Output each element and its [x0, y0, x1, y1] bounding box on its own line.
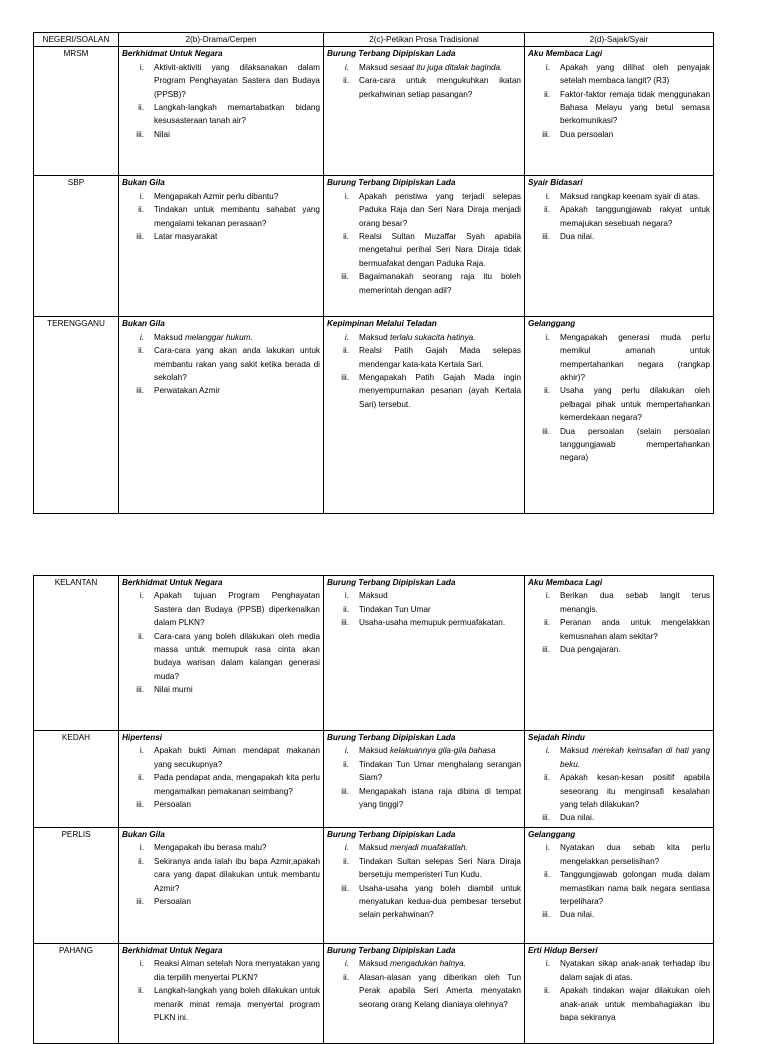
table-row	[34, 828, 714, 944]
question-number: ii.	[544, 870, 550, 880]
question-item	[327, 61, 521, 74]
question-text: Dua nilai.	[560, 232, 595, 242]
question-number: i.	[139, 191, 144, 201]
question-text	[359, 331, 521, 344]
question-item	[528, 425, 710, 465]
question-list	[528, 589, 710, 656]
question-item	[122, 230, 320, 243]
question-list	[122, 331, 320, 398]
drama-cerpen-cell	[119, 828, 324, 944]
text-title: Gelanggang	[528, 319, 576, 329]
question-number: ii.	[343, 856, 349, 866]
question-item	[528, 128, 710, 141]
text-title: Hipertensi	[122, 733, 163, 742]
question-item	[327, 971, 521, 1011]
question-prefix: Maksud	[359, 332, 390, 342]
question-item	[122, 957, 320, 984]
question-item	[327, 744, 521, 757]
question-number: ii.	[343, 759, 349, 769]
question-item	[528, 957, 710, 984]
question-number: i.	[344, 591, 349, 601]
state-name: SBP	[34, 176, 119, 317]
question-item	[528, 61, 710, 88]
question-item	[327, 616, 521, 629]
question-text: Apakah tindakan wajar dilakukan oleh anak-anak untuk membahagiakan ibu bapa sekiranya	[560, 986, 710, 1023]
question-text: Bagaimanakah seorang raja itu boleh memerintah dengan adil?	[359, 272, 521, 295]
question-item	[528, 616, 710, 643]
question-item	[327, 74, 521, 101]
question-item	[327, 371, 521, 411]
question-number: i.	[545, 191, 550, 201]
question-item	[528, 868, 710, 908]
question-number: i.	[344, 62, 349, 72]
text-title: Burung Terbang Dipipiskan Lada	[327, 178, 456, 188]
question-number: iii.	[542, 426, 550, 436]
sajak-syair-cell	[525, 317, 714, 514]
question-number: ii.	[138, 346, 144, 356]
question-text: Mengapakah Patih Gajah Mada ingin menyempurnakan pesanan (ayah Kertala Sari) tersebut.	[359, 373, 521, 409]
question-number: ii.	[343, 76, 349, 86]
question-list	[528, 61, 710, 141]
sajak-syair-cell	[525, 47, 714, 176]
question-text: Usaha-usaha memupuk permuafakatan.	[359, 618, 506, 628]
question-text: Faktor-faktor remaja tidak menggunakan Bahasa Melayu yang betul semasa berkomunikasi?	[560, 89, 710, 126]
question-item	[122, 771, 320, 798]
question-item	[327, 841, 521, 854]
sajak-syair-cell	[525, 176, 714, 317]
question-list	[528, 744, 710, 824]
text-title: Erti Hidup Berseri	[528, 946, 598, 955]
question-number: iii.	[136, 232, 144, 242]
text-title: Berkhidmat Untuk Negara	[122, 578, 223, 587]
question-text: Cara-cara yang akan anda lakukan untuk membantu rakan yang sakit ketika berada di sekolah?	[154, 346, 320, 383]
question-item	[528, 88, 710, 128]
question-item	[528, 771, 710, 811]
question-text: Tanggungjawab golongan muda dalam memastikan nama baik negara sentiasa terpelihara?	[560, 870, 710, 907]
question-number: ii.	[544, 386, 550, 396]
question-number: i.	[545, 332, 550, 342]
question-item	[327, 331, 521, 344]
question-text: Persoalan	[154, 800, 191, 810]
header-sajak-syair: 2(d)-Sajak/Syair	[525, 33, 714, 47]
state-name: PAHANG	[34, 944, 119, 1044]
question-item	[327, 190, 521, 230]
question-list	[528, 957, 710, 1024]
question-number: ii.	[138, 205, 144, 215]
question-text: Dua pengajaran.	[560, 645, 621, 655]
question-number: iii.	[136, 129, 144, 139]
question-number: iii.	[542, 910, 550, 920]
question-number: i.	[344, 959, 349, 969]
question-text: Nyatakan dua sebab kita perlu mengelakkan perselisihan?	[560, 843, 710, 866]
text-title: Syair Bidasari	[528, 178, 583, 188]
question-text: Pada pendapat anda, mengapakah kita perlu mengamalkan pemakanan seimbang?	[154, 773, 320, 796]
question-prefix: Maksud	[560, 746, 593, 756]
question-number: i.	[139, 62, 144, 72]
question-text: Perwatakan Azmir	[154, 386, 220, 396]
question-text	[560, 744, 710, 771]
question-item	[122, 190, 320, 203]
table-row	[34, 317, 714, 514]
question-prefix: Maksud	[154, 332, 185, 342]
question-text: Mengapakah istana raja dibina di tempat yang tinggi?	[359, 786, 521, 810]
question-item	[327, 603, 521, 616]
question-text: Berikan dua sebab langit terus menangis.	[560, 591, 710, 614]
drama-cerpen-cell	[119, 576, 324, 731]
question-text: Langkah-langkah yang boleh dilakukan untuk menarik minat remaja menyertai program PLKN ini.	[154, 986, 320, 1023]
text-title: Burung Terbang Dipipiskan Lada	[327, 733, 456, 742]
question-list	[327, 61, 521, 101]
text-title: Burung Terbang Dipipiskan Lada	[327, 830, 456, 839]
question-number: i.	[139, 591, 144, 601]
question-text: Dua nilai.	[560, 813, 595, 823]
question-number: ii.	[544, 773, 550, 783]
question-item	[528, 744, 710, 771]
question-text: Aktivit-aktiviti yang dilaksanakan dalam Program Penghayatan Sastera dan Budaya (PPSB)?	[154, 62, 320, 99]
question-list	[122, 190, 320, 244]
question-text: Usaha-usaha yang boleh diambil untuk menyatukan kedua-dua pembesar tersebut selain perkahwinan?	[359, 883, 521, 920]
state-name: PERLIS	[34, 828, 119, 944]
prosa-tradisional-cell	[324, 731, 525, 828]
prosa-tradisional-cell	[324, 176, 525, 317]
question-text: Persoalan	[154, 897, 191, 907]
question-text: Latar masyarakat	[154, 232, 218, 242]
question-number: iii.	[341, 883, 349, 893]
question-text: Mengapakah generasi muda perlu memikul amanah untuk mempertahankan negara (rangkap akhir)?	[560, 332, 710, 383]
question-list	[122, 589, 320, 696]
question-item	[327, 230, 521, 270]
question-item	[122, 798, 320, 811]
question-text: Tindakan untuk membantu sahabat yang mengalami tekanan perasaan?	[154, 205, 320, 228]
drama-cerpen-cell	[119, 731, 324, 828]
question-text: Usaha yang perlu dilakukan oleh pelbagai pihak untuk mempertahankan kemerdekaan negara?	[560, 386, 710, 423]
header-prosa-tradisional: 2(c)-Petikan Prosa Tradisional	[324, 33, 525, 47]
question-text: Cara-cara yang boleh dilakukan oleh media massa untuk memupuk rasa cinta akan budaya warisan dalam kalangan generasi muda?	[154, 631, 320, 681]
table-row	[34, 944, 714, 1044]
question-list	[327, 190, 521, 297]
table-row	[34, 176, 714, 317]
question-item	[327, 344, 521, 371]
question-list	[528, 190, 710, 244]
text-title: Burung Terbang Dipipiskan Lada	[327, 946, 456, 955]
question-item	[122, 61, 320, 101]
question-item	[528, 841, 710, 868]
question-number: ii.	[544, 986, 550, 996]
question-text: Apakah peristiwa yang terjadi selepas Paduka Raja dan Seri Nara Diraja menjadi orang besar?	[359, 191, 521, 228]
question-text: Mengapakah ibu berasa malu?	[154, 843, 267, 853]
question-item	[528, 190, 710, 203]
question-text: Mengapakah Azmir perlu dibantu?	[154, 191, 279, 201]
question-text: Nyatakan sikap anak-anak terhadap ibu dalam sajak di atas.	[560, 959, 710, 982]
question-number: iii.	[136, 897, 144, 907]
question-text	[359, 744, 521, 757]
question-text: Dua persoalan (selain persoalan tanggungjawab mempertahankan negara)	[560, 426, 710, 463]
question-number: i.	[139, 332, 144, 342]
question-number: i.	[139, 843, 144, 853]
question-text: Dua nilai.	[560, 910, 595, 920]
question-number: ii.	[343, 972, 349, 982]
text-title: Berkhidmat Untuk Negara	[122, 946, 223, 955]
question-number: iii.	[341, 272, 349, 282]
prosa-tradisional-cell	[324, 47, 525, 176]
question-text: Tindakan Sultan selepas Seri Nara Diraja bersetuju memperisteri Tun Kudu.	[359, 856, 521, 880]
sajak-syair-cell	[525, 828, 714, 944]
question-number: ii.	[343, 346, 349, 356]
state-name: TERENGGANU	[34, 317, 119, 514]
prosa-tradisional-cell	[324, 944, 525, 1044]
prosa-tradisional-cell	[324, 828, 525, 944]
question-item	[122, 203, 320, 230]
question-number: i.	[545, 62, 550, 72]
header-drama-cerpen: 2(b)-Drama/Cerpen	[119, 33, 324, 47]
drama-cerpen-cell	[119, 47, 324, 176]
text-title: Kepimpinan Melalui Teladan	[327, 319, 437, 329]
question-number: iii.	[136, 685, 144, 695]
quoted-phrase: merekah keinsafan di hati yang beku.	[560, 746, 710, 769]
question-item	[122, 384, 320, 397]
question-number: ii.	[343, 604, 349, 614]
question-list	[122, 61, 320, 141]
question-list	[327, 589, 521, 629]
state-name: KEDAH	[34, 731, 119, 828]
question-item	[122, 101, 320, 128]
question-item	[528, 984, 710, 1024]
question-item	[122, 589, 320, 629]
question-number: ii.	[138, 103, 144, 113]
text-title: Bukan Gila	[122, 830, 165, 839]
question-item	[327, 882, 521, 922]
table-row	[34, 731, 714, 828]
question-list	[122, 744, 320, 811]
question-prefix: Maksud	[359, 746, 390, 756]
question-number: ii.	[544, 618, 550, 628]
question-item	[528, 908, 710, 921]
question-number: iii.	[542, 232, 550, 242]
text-title: Burung Terbang Dipipiskan Lada	[327, 49, 456, 59]
question-item	[327, 270, 521, 297]
text-title: Burung Terbang Dipipiskan Lada	[327, 578, 456, 587]
question-item	[327, 855, 521, 882]
question-list	[122, 841, 320, 908]
table-header-row	[34, 33, 714, 47]
text-title: Bukan Gila	[122, 319, 165, 329]
text-title: Gelanggang	[528, 830, 576, 839]
question-item	[327, 785, 521, 812]
question-number: iii.	[341, 373, 349, 383]
question-prefix: Maksud	[359, 959, 390, 969]
text-title: Bukan Gila	[122, 178, 165, 188]
question-item	[122, 630, 320, 684]
question-number: i.	[344, 191, 349, 201]
question-text: Apakah tanggungjawab rakyat untuk memajukan sesebuah negara?	[560, 205, 710, 228]
question-number: ii.	[138, 856, 144, 866]
quoted-phrase: sesaat itu juga ditalak baginda.	[389, 62, 503, 72]
question-text: Sekiranya anda ialah ibu bapa Azmir,apakah cara yang dapat dilakukan untuk membantu Azmir?	[154, 856, 320, 893]
question-text: Nilai murni	[154, 685, 193, 695]
question-text: Peranan anda untuk mengelakkan kemusnahan alam sekitar?	[560, 618, 710, 641]
question-item	[528, 331, 710, 385]
question-text: Maksud rangkap keenam syair di atas.	[560, 191, 701, 201]
question-number: iii.	[341, 618, 349, 628]
question-number: iii.	[542, 813, 550, 823]
question-text: Alasan-alasan yang diberikan oleh Tun Perak apabila Seri Amerta menyatakn seorang orang Kelang dianiaya olehnya?	[359, 972, 521, 1009]
question-text	[359, 957, 521, 970]
header-state: NEGERI/SOALAN	[34, 33, 119, 47]
question-number: i.	[344, 843, 349, 853]
quoted-phrase: mengadukan halnya.	[389, 959, 466, 969]
question-number: ii.	[544, 89, 550, 99]
prosa-tradisional-cell	[324, 576, 525, 731]
question-number: iii.	[341, 786, 349, 796]
question-text: Apakah kesan-kesan positif apabila seseorang itu menginsafi kesalahan yang telah dilakukan?	[560, 773, 710, 810]
table-row	[34, 47, 714, 176]
quoted-phrase: menjadi muafakatlah.	[389, 843, 468, 853]
question-list	[528, 841, 710, 921]
state-name: KELANTAN	[34, 576, 119, 731]
text-title: Aku Membaca Lagi	[528, 578, 603, 587]
sajak-syair-cell	[525, 944, 714, 1044]
questions-table-bottom	[33, 575, 714, 1044]
question-text: Realsi Sultan Muzaffar Syah apabila mengetahui perihal Seri Nara Diraja tidak bermuafakat dengan Paduka Raja.	[359, 232, 521, 268]
question-number: ii.	[138, 773, 144, 783]
question-list	[327, 841, 521, 921]
question-item	[327, 957, 521, 970]
question-text: Tindakan Tun Umar	[359, 604, 431, 614]
question-list	[327, 331, 521, 411]
question-item	[122, 984, 320, 1024]
question-text: Maksud	[359, 591, 388, 601]
question-number: ii.	[544, 205, 550, 215]
question-item	[122, 855, 320, 895]
question-item	[122, 128, 320, 141]
question-item	[122, 344, 320, 384]
drama-cerpen-cell	[119, 176, 324, 317]
question-item	[528, 203, 710, 230]
quoted-phrase: kelakuannya gila-gila bahasa	[389, 746, 496, 756]
question-text: Apakah tujuan Program Penghayatan Sastera dan Budaya (PPSB) diperkenalkan dalam PLKN?	[154, 591, 320, 628]
question-item	[122, 683, 320, 696]
question-item	[327, 589, 521, 602]
drama-cerpen-cell	[119, 317, 324, 514]
question-item	[327, 758, 521, 785]
question-item	[122, 744, 320, 771]
question-text: Nilai	[154, 129, 170, 139]
question-list	[327, 957, 521, 1011]
sajak-syair-cell	[525, 731, 714, 828]
question-item	[528, 589, 710, 616]
question-number: i.	[344, 746, 349, 756]
question-text: Cara-cara untuk mengukuhkan ikatan perkahwinan setiap pasangan?	[359, 76, 521, 99]
question-list	[122, 957, 320, 1024]
question-prefix: Maksud	[359, 62, 390, 72]
question-number: ii.	[138, 631, 144, 641]
question-list	[327, 744, 521, 811]
question-number: iii.	[136, 386, 144, 396]
question-number: ii.	[343, 232, 349, 242]
text-title: Aku Membaca Lagi	[528, 49, 603, 59]
question-number: i.	[139, 959, 144, 969]
question-text: Apakah bukti Aiman mendapat makanan yang secukupnya?	[154, 746, 320, 769]
quoted-phrase: terlalu sukacita hatinya.	[389, 332, 476, 342]
table-row	[34, 576, 714, 731]
question-item	[528, 643, 710, 656]
question-text	[359, 61, 521, 74]
question-text: Dua persoalan	[560, 129, 614, 139]
question-number: iii.	[136, 800, 144, 810]
question-text: Langkah-langkah memartabatkan bidang kesusasteraan tanah air?	[154, 103, 320, 126]
question-number: i.	[344, 332, 349, 342]
question-item	[122, 331, 320, 344]
quoted-phrase: melanggar hukum.	[184, 332, 253, 342]
prosa-tradisional-cell	[324, 317, 525, 514]
text-title: Berkhidmat Untuk Negara	[122, 49, 223, 59]
sajak-syair-cell	[525, 576, 714, 731]
question-text: Tindakan Tun Umar menghalang serangan Siam?	[359, 759, 521, 783]
question-number: i.	[139, 746, 144, 756]
question-number: iii.	[542, 129, 550, 139]
question-item	[528, 384, 710, 424]
text-title: Sejadah Rindu	[528, 733, 585, 742]
question-item	[528, 230, 710, 243]
question-number: i.	[545, 959, 550, 969]
question-number: ii.	[138, 986, 144, 996]
question-number: i.	[545, 591, 550, 601]
question-list	[528, 331, 710, 465]
question-number: i.	[545, 843, 550, 853]
question-text: Apakah yang dilihat oleh penyajak setelah membaca langit? (R3)	[560, 62, 710, 86]
drama-cerpen-cell	[119, 944, 324, 1044]
question-text	[154, 331, 320, 344]
question-text: Reaksi Aiman setelah Nora menyatakan yang dia terpilih menyertai PLKN?	[154, 959, 320, 982]
question-prefix: Maksud	[359, 843, 390, 853]
state-name: MRSM	[34, 47, 119, 176]
question-item	[528, 811, 710, 824]
question-item	[122, 841, 320, 854]
question-item	[122, 895, 320, 908]
questions-table-top	[33, 32, 714, 514]
question-text	[359, 841, 521, 854]
question-number: iii.	[542, 645, 550, 655]
question-text: Realsi Patih Gajah Mada selepas mendengar kata-kata Kertala Sari.	[359, 346, 521, 369]
question-number: i.	[545, 746, 550, 756]
